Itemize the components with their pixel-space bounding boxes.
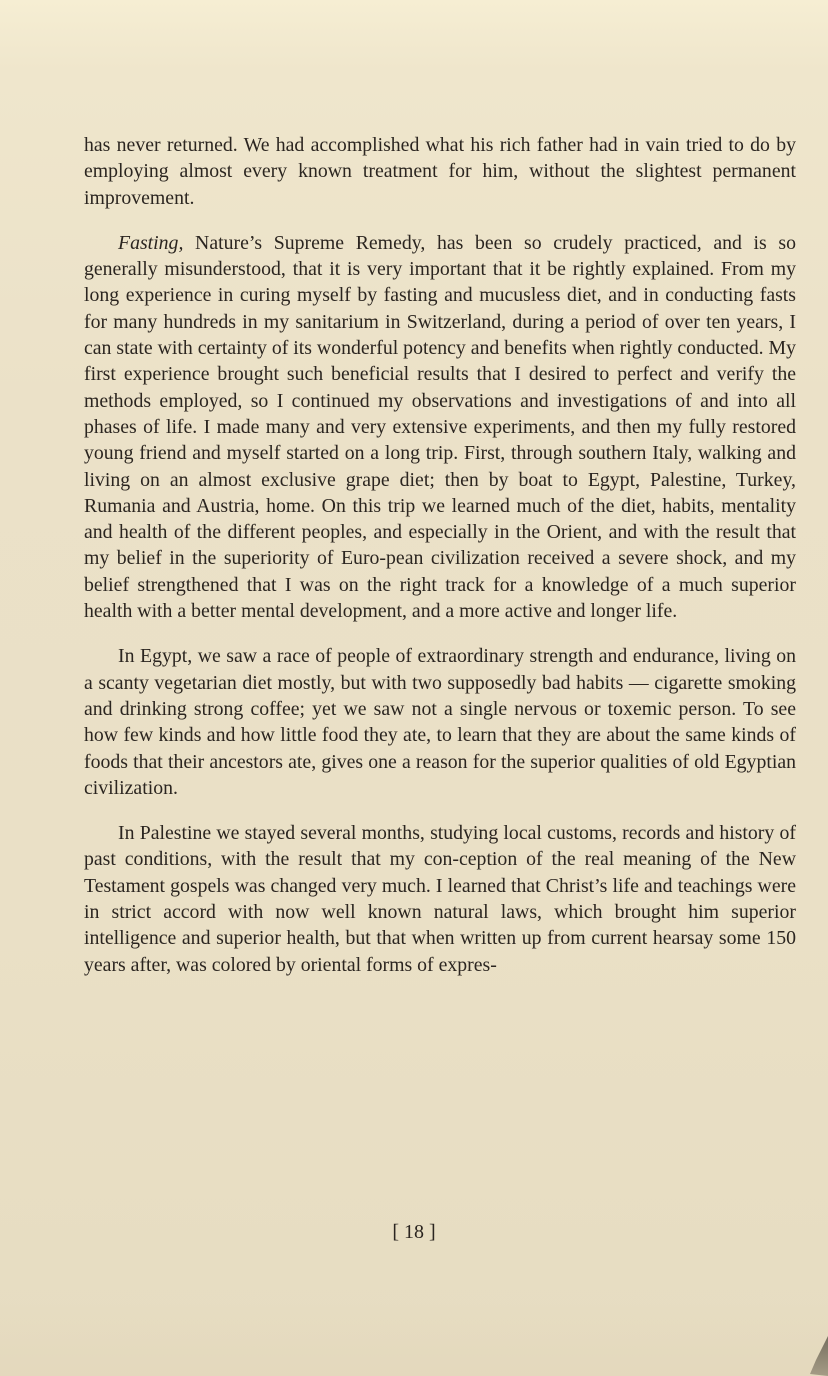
paragraph-text: In Palestine we stayed several months, studying local customs, records and history of past conditions, with the result that my con-ception of the real meaning of the New Testament gospels was changed very much. I learned that Christ’s life and teachings were in strict accord with now well known natural laws, which brought him superior intelligence and superior health, but that when written up from current hearsay some 150 years after, was colored by oriental forms of expres- (84, 822, 796, 976)
paragraph-text: In Egypt, we saw a race of people of extraordinary strength and endurance, living on a scanty vegetarian diet mostly, but with two supposedly bad habits — cigarette smoking and drinking strong coffee; yet we saw not a single nervous or toxemic person. To see how few kinds and how little food they ate, to learn that they are about the same kinds of foods that their ancestors ate, gives one a reason for the superior qualities of old Egyptian civilization. (84, 645, 796, 799)
page-corner-mark (788, 1316, 828, 1376)
body-text (84, 132, 796, 997)
paragraph-fasting (84, 230, 796, 624)
paragraph-text: has never returned. We had accomplished what his rich father had in vain tried to do by employing almost every known treatment for him, without the slightest permanent improvement. (84, 134, 796, 209)
paragraph-continued (84, 132, 796, 211)
paragraph-lead-italic: Fasting, (118, 231, 184, 254)
page-number: [ 18 ] (392, 1221, 436, 1243)
paragraph-palestine (84, 820, 796, 978)
paragraph-text: Nature’s Supreme Remedy, has been so crudely practiced, and is so generally misunderstood, that it is very important that it be rightly explained. From my long experience in curing myself by fasting and mucusless diet, and in conducting fasts for many hundreds in my sanitarium in Switzerland, during a period of over ten years, I can state with certainty of its wonderful potency and benefits when rightly conducted. My first experience brought such beneficial results that I desired to perfect and verify the methods employed, so I continued my observations and investigations of and into all phases of life. I made many and very extensive experiments, and then my fully restored young friend and myself started on a long trip. First, through southern Italy, walking and living on an almost exclusive grape diet; then by boat to Egypt, Palestine, Turkey, Rumania and Austria, home. On this trip we learned much of the diet, habits, mentality and health of the different peoples, and especially in the Orient, and with the result that my belief in the superiority of Euro-pean civilization received a severe shock, and my belief strengthened that I was on the right track for a knowledge of a much superior health with a better mental development, and a more active and longer life. (84, 231, 796, 623)
paragraph-egypt (84, 643, 796, 801)
